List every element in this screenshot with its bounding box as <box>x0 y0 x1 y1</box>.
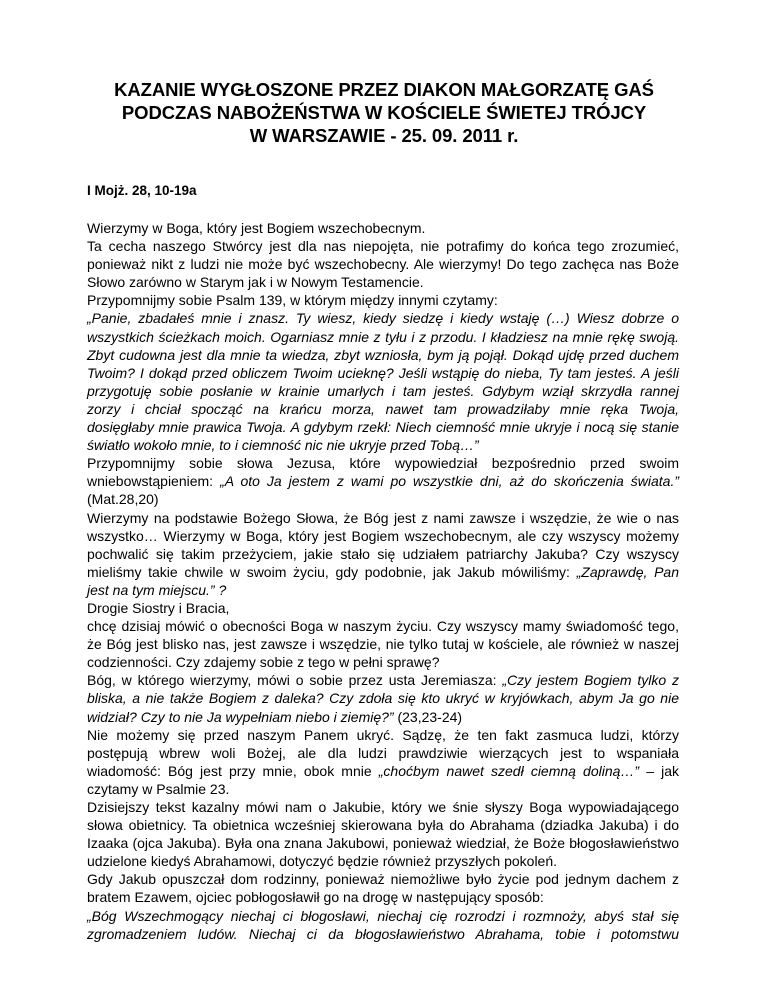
text-line <box>87 328 679 346</box>
text-line <box>87 744 679 762</box>
text-line <box>87 454 679 472</box>
text-line <box>87 255 679 273</box>
quote-run: przygotuję sobie posłanie w krainie umarłych i tam jesteś. Gdybym wziął skrzydła rannej <box>87 382 679 399</box>
text-run: wiadomość: Bóg jest przy mnie, obok mnie <box>87 762 379 779</box>
text-line <box>87 816 679 834</box>
text-line <box>87 273 679 291</box>
text-line <box>87 888 679 906</box>
text-line <box>87 726 679 744</box>
title-line-2: PODCZAS NABOŻEŃSTWA W KOŚCIELE ŚWIETEJ TRÓJCY <box>121 102 647 123</box>
text-line <box>87 617 679 635</box>
text-line <box>87 581 679 599</box>
text-line <box>87 671 679 689</box>
text-run: bratem Ezawem, ojciec pobłogosławił go na drogę w następujący sposób: <box>87 889 544 906</box>
text-line <box>87 599 679 617</box>
text-line <box>87 309 679 327</box>
text-line <box>87 653 679 671</box>
sermon-body <box>87 219 679 943</box>
text-run: (23,23-24) <box>393 708 463 725</box>
title-line-3: W WARSZAWIE - 25. 09. 2011 r. <box>249 125 519 146</box>
quote-run: „choćbym nawet szedł ciemną doliną…” <box>378 762 640 779</box>
text-line <box>87 237 679 255</box>
text-line <box>87 635 679 653</box>
text-run: – jak <box>639 762 679 779</box>
text-run: Gdy Jakub opuszczał dom rodzinny, ponieważ niemożliwe było życie pod jednym dachem z <box>87 871 679 888</box>
text-line <box>87 472 679 490</box>
text-line <box>87 708 679 726</box>
text-run: pochwalić się takim przeżyciem, jakie stało się udziałem patriarchy Jakuba? Czy wszyscy <box>87 545 679 562</box>
text-line <box>87 852 679 870</box>
text-run: wszystko… Wierzymy w Boga, który jest Bogiem wszechobecnym, ale czy wszyscy możemy <box>87 527 679 544</box>
quote-run: bliska, a nie także Bogiem z daleka? Czy zdoła się kto ukryć w kryjówkach, abym Ja go nie <box>87 690 679 707</box>
text-run: postępują wbrew woli Bożej, ale dla ludzi prawdziwie wierzących jest to wspaniała <box>87 744 679 761</box>
quote-run: „Panie, zbadałeś mnie i znasz. Ty wiesz, kiedy siedzę i kiedy wstaję (…) Wiesz dobrze o <box>87 310 679 327</box>
text-line <box>87 490 679 508</box>
text-run: (Mat.28,20) <box>87 491 159 508</box>
text-run: codzienności. Czy zdajemy sobie z tego w pełni sprawę? <box>87 654 440 671</box>
text-line <box>87 527 679 545</box>
text-run: Nie możemy się przed naszym Panem ukryć. Sądzę, że ten fakt zasmuca ludzi, którzy <box>87 726 679 743</box>
text-run: Przypomnijmy sobie słowa Jezusa, które wypowiedział bezpośrednio przed swoim <box>87 455 679 472</box>
text-run: Przypomnijmy sobie Psalm 139, w którym między innymi czytamy: <box>87 292 498 309</box>
text-line <box>87 509 679 527</box>
text-line <box>87 762 679 780</box>
quote-run: „Czy jestem Bogiem tylko z <box>502 672 679 689</box>
quote-run: Twoim? I dokąd przed obliczem Twoim ucieknę? Jeśli wstąpię do nieba, Ty tam jesteś. A jeśli <box>87 364 679 381</box>
text-line <box>87 798 679 816</box>
text-run: udzielone kiedyś Abrahamowi, dotyczyć będzie również przyszłych pokoleń. <box>87 853 558 870</box>
text-run: słowa obietnicy. Ta obietnica wcześniej skierowana była do Abrahama (dziadka Jakuba) i do <box>87 817 679 834</box>
text-run: Ta cecha naszego Stwórcy jest dla nas niepojęta, nie potrafimy do końca tego zrozumieć, <box>87 238 679 255</box>
text-line <box>87 925 679 943</box>
text-line <box>87 364 679 382</box>
text-line <box>87 346 679 364</box>
text-line <box>87 689 679 707</box>
text-line <box>87 563 679 581</box>
title-line-1: KAZANIE WYGŁOSZONE PRZEZ DIAKON MAŁGORZATĘ GAŚ <box>114 79 654 100</box>
quote-run: zorzy i chciał spocząć na krańcu morza, nawet tam prowadziłaby mnie ręka Twoja, <box>87 400 679 417</box>
quote-run: widział? Czy to nie Ja wypełniam niebo i ziemię?” <box>87 708 394 725</box>
text-run: ponieważ nikt z ludzi nie może być wszechobecny. Ale wierzymy! Do tego zachęca nas Boże <box>87 256 679 273</box>
quote-run: zgromadzeniem ludów. Niechaj ci da błogosławieństwo Abrahama, tobie i potomstwu <box>87 925 679 942</box>
scripture-reference: I Mojż. 28, 10-19a <box>87 183 197 198</box>
text-line <box>87 418 679 436</box>
text-line <box>87 780 679 798</box>
sermon-title <box>90 78 678 147</box>
text-line <box>87 545 679 563</box>
quote-run: dosięgłaby mnie prawica Twoja. A gdybym rzekł: Niech ciemność mnie ukryje i nocą się stanie <box>87 419 679 436</box>
text-run: Bóg, w którego wierzymy, mówi o sobie przez usta Jeremiasza: <box>87 672 503 689</box>
quote-run: światło wokoło mnie, to i ciemność nic nie ukryje przed Tobą…” <box>87 437 479 454</box>
text-run: Drogie Siostry i Bracia, <box>87 599 230 616</box>
text-run: Izaaka (ojca Jakuba). Była ona znana Jakubowi, ponieważ wiedział, że Boże błogosławieństwo <box>87 835 679 852</box>
text-line <box>87 436 679 454</box>
quote-run: „Bóg Wszechmogący niechaj ci błogosławi, niechaj cię rozrodzi i rozmnoży, abyś stał się <box>87 907 679 924</box>
text-run: czytamy w Psalmie 23. <box>87 780 230 797</box>
quote-run: „Zaprawdę, Pan <box>576 563 679 580</box>
text-run: mieliśmy takie chwile w swoim życiu, gdy podobnie, jak Jakub mówiliśmy: <box>87 563 577 580</box>
text-run: Słowo zarówno w Starym jak i w Nowym Testamencie. <box>87 274 424 291</box>
text-line <box>87 400 679 418</box>
text-run: Wierzymy w Boga, który jest Bogiem wszechobecnym. <box>87 220 426 236</box>
text-line <box>87 870 679 888</box>
text-run: Wierzymy na podstawie Bożego Słowa, że Bóg jest z nami zawsze i wszędzie, że wie o nas <box>87 509 679 526</box>
quote-run: jest na tym miejscu.” ? <box>87 581 227 598</box>
text-line <box>87 382 679 400</box>
text-line <box>87 907 679 925</box>
text-line <box>87 291 679 309</box>
quote-run: Zbyt cudowna jest dla mnie ta wiedza, zbyt wzniosła, bym ją pojął. Dokąd ujdę przed duchem <box>87 346 679 363</box>
text-run: wniebowstąpieniem: <box>87 473 221 490</box>
text-run: chcę dzisiaj mówić o obecności Boga w naszym życiu. Czy wszyscy mamy świadomość tego, <box>87 618 679 635</box>
text-line <box>87 219 679 237</box>
text-line <box>87 834 679 852</box>
text-run: Dzisiejszy tekst kazalny mówi nam o Jakubie, który we śnie słyszy Boga wypowiadającego <box>87 799 679 815</box>
text-run: że Bóg jest blisko nas, jest zawsze i wszędzie, nie tylko tutaj w kościele, ale również w naszej <box>87 636 679 653</box>
quote-run: „A oto Ja jestem z wami po wszystkie dni, aż do skończenia świata.” <box>220 473 679 490</box>
quote-run: wszystkich ścieżkach moich. Ogarniasz mnie z tyłu i z przodu. I kładziesz na mnie rękę swoją. <box>87 328 679 345</box>
